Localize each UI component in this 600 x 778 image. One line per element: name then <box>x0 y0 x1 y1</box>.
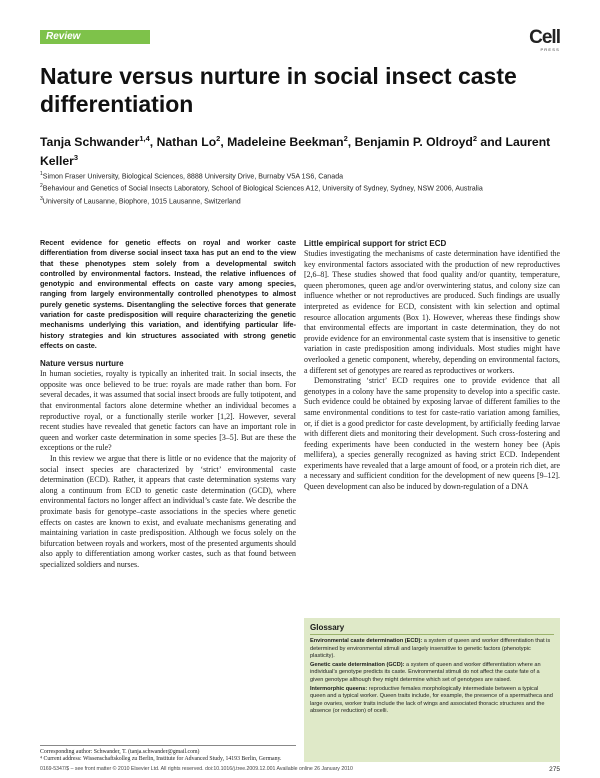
article-title: Nature versus nurture in social insect caste differentiation <box>40 63 517 117</box>
affiliation: $^3$University of Lausanne, Biophore, 1015 Lausanne, Switzerland <box>40 195 241 206</box>
journal-logo[interactable] <box>529 28 560 52</box>
page-footer <box>40 766 560 772</box>
footnote <box>40 745 296 764</box>
author-list: Tanja Schwander$^{1,4}$, Nathan Lo$^2$, Madeleine Beekman$^2$, Benjamin P. Oldroyd$^2$ and Laurent Keller$^3$ <box>40 134 551 169</box>
page-number: 275 <box>549 766 560 773</box>
paragraph: In this review we argue that there is little or no evidence that the majority of social insect species are characterized by ‘strict’ environmental caste determination (ECD). Rather, it appears that caste determination systems vary along a continuum from ECD to genetic caste determination (GCD), where environmental factors no longer affect an individual’s caste fate. We describe the proximate basis for genotype–caste associations in the species where genetic effects on castes are known to exist, and evaluate mechanisms generating and maintaining variation in caste predisposition. Although we focus solely on the bifurcation between royals and workers, most of the presented arguments should also apply to differentiation among worker castes, such as that found between specialized soldiers and nurses. <box>40 454 296 569</box>
corresponding-author[interactable]: Corresponding author: Schwander, T. (tanja.schwander@gmail.com) <box>40 749 200 755</box>
glossary-heading: Glossary <box>310 622 554 635</box>
author[interactable]: Laurent Keller <box>40 135 551 169</box>
section-heading-nature: Nature versus nurture <box>40 359 124 369</box>
author-affil: 1,4 <box>139 134 150 143</box>
glossary-entry: Intermorphic queens: reproductive females morphologically intermediate between a typical queen and a typical worker. Queen traits include, for example, the presence of a spermatheca and large ovaries, worker traits include the lack of wings and associated thoracic structures and the absence (or reduction) of ocelli. <box>310 685 553 715</box>
glossary-entry: Genetic caste determination (GCD): a system of queen and worker differentiation where an individual’s genotype predicts its caste. Environmental stimuli do not affect the caste fate of a given genotype although they might determine which set of genotypes are raised. <box>310 661 541 683</box>
glossary-box <box>304 618 560 762</box>
author[interactable]: Tanja Schwander <box>40 135 140 150</box>
section-tag: Review <box>40 30 150 44</box>
author[interactable]: Nathan Lo <box>156 135 217 150</box>
affiliations <box>40 169 560 206</box>
glossary-entry: Environmental caste determination (ECD): a system of queen and worker differentiation that is determined by environmental stimuli and largely insensitive to genetic factors (phenotypic plasticity). <box>310 638 551 660</box>
author-affil: 2 <box>216 134 221 143</box>
abstract: Recent evidence for genetic effects on royal and worker caste differentiation from diverse social insect taxa has put an end to the view that these phenotypes stem solely from a developmental switch controlled by environmental factors. Instead, the relative influences of genotypic and environmental effects on caste vary among species, ranging from largely environmentally controlled phenotypes to almost purely genetic systems. Disentangling the selective forces that generate variation for caste predisposition will require characterizing the genetic mechanisms underlying this variation, and identifying particular life-history strategies and kin structures associated with strong genetic effects on caste. <box>40 238 296 350</box>
author[interactable]: Benjamin P. Oldroyd <box>354 135 473 150</box>
author[interactable]: Madeleine Beekman <box>227 135 344 150</box>
footer-info[interactable]: 0169-5347/$ – see front matter © 2010 Elsevier Ltd. All rights reserved. doi:10.1016/j.tree.2009.12.001 Available online 26 January 2010 <box>40 766 353 772</box>
paragraph: Studies investigating the mechanisms of caste determination have identified the key environmental factors associated with the production of new reproductives [2,6–8]. These studies showed that food quality and/or quantity, temperature, queen pheromones, queen age and/or overwintering status, and colony size can influence whether or not reproductives are produced. Such findings are usually interpreted as evidence for ECD, consistent with kin selection and optimal resource allocation arguments (Box 1). However, whereas these findings show that environmental effects are important in caste determination, they do not provide evidence for an environmental caste system that is insensitive to genetic variation in caste predisposition among individuals. Most studies might have overlooked a genetic component, whereby, depending on environmental factors, a different set of genotypes are reared as reproductives or workers. <box>304 249 560 375</box>
journal-logo-sub: PRESS <box>540 47 560 52</box>
section-heading-little: Little empirical support for strict ECD <box>304 239 447 248</box>
paragraph: In human societies, royalty is typically an inherited trait. In social insects, the opposite was once believed to be true: royals are made rather than born. For several decades, it was assumed that social insect broods are fully totipotent, and that environmental factors alone determine whether an individual becomes a reproductive royal, or a functionally sterile worker [1,2]. However, several recent studies have revealed that genetic factors can have an important role in queen and worker caste determination in some species [3–5]. But are these the exceptions or the rule? <box>40 369 296 453</box>
right-column <box>304 238 560 493</box>
affiliation: $^1$Simon Fraser University, Biological Sciences, 8888 University Drive, Burnaby V5A 1S6, Canada <box>40 171 344 181</box>
author-affil: 2 <box>472 134 478 143</box>
left-column <box>40 238 296 571</box>
author-affil: 3 <box>73 153 79 163</box>
author-affil: 2 <box>343 134 348 143</box>
current-address: ⁴ Current address: Wissenschaftskolleg zu Berlin, Institute for Advanced Study, 14193 Berlin, Germany. <box>40 756 282 763</box>
journal-logo-word: Cell <box>529 27 560 48</box>
affiliation: $^2$Behaviour and Genetics of Social Insects Laboratory, School of Biological Sciences A12, University of Sydney, Sydney, NSW 2006, Australia <box>40 183 483 193</box>
paragraph: Demonstrating ‘strict’ ECD requires one to provide evidence that all genotypes in a colony have the same propensity to develop into a specific caste. Such evidence could be obtained by exposing larvae of different families to the same environmental conditions to test for caste-ratio variation among families, or, if diet is a good predictor for caste development, by artificially feeding larvae with different diets and monitoring their development. Such cross-fostering and feeding experiments have been conducted in the western honey bee (Apis mellifera), a species generally recognized as having strict ECD. Independent experiments have revealed that a large amount of food, or a protein rich diet, are a necessary and sufficient condition for the development of new queens [9–12]. Queen development can also be induced by down-regulation of a DNA <box>304 376 560 492</box>
